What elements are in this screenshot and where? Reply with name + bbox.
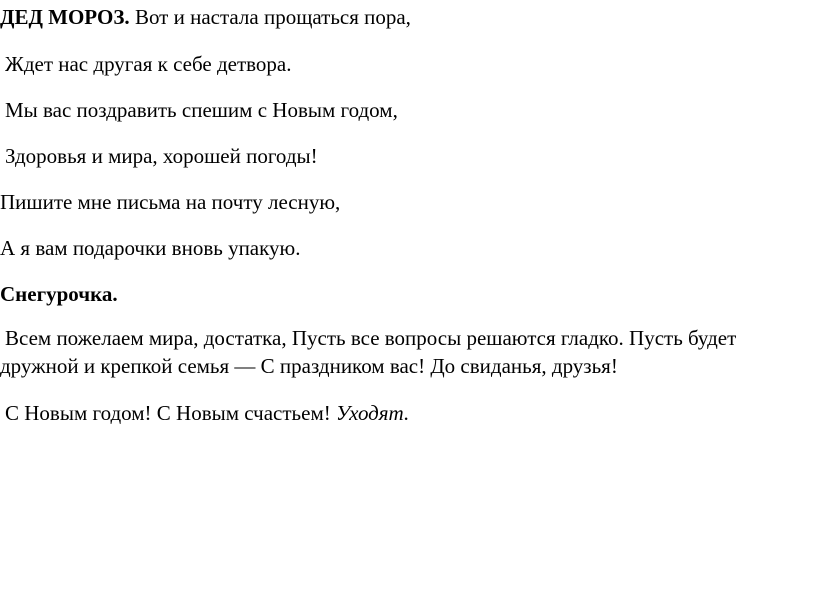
poem-line-5: Пишите мне письма на почту лесную,: [0, 190, 341, 214]
poem-line-3: Мы вас поздравить спешим с Новым годом,: [5, 98, 398, 122]
speaker-snegurochka: Снегурочка.: [0, 282, 118, 306]
poem-line-6: А я вам подарочки вновь упакую.: [0, 236, 301, 260]
poem-line-1: [0, 5, 411, 29]
poem-line-2: Ждет нас другая к себе детвора.: [5, 52, 292, 76]
stage-direction: Уходят.: [336, 401, 410, 425]
speaker-ded-moroz: ДЕД МОРОЗ.: [0, 5, 130, 29]
poem-line-4: Здоровья и мира, хорошей погоды!: [5, 144, 318, 168]
line-1-text: Вот и настала прощаться пора,: [129, 5, 411, 29]
poem-line-10: [0, 401, 409, 425]
poem-line-8: Всем пожелаем мира, достатка, Пусть все вопросы решаются гладко. Пусть будет: [5, 326, 737, 350]
poem-line-9: дружной и крепкой семья — С праздником вас! До свиданья, друзья!: [0, 354, 618, 378]
line-10-text: С Новым годом! С Новым счастьем!: [5, 401, 336, 425]
